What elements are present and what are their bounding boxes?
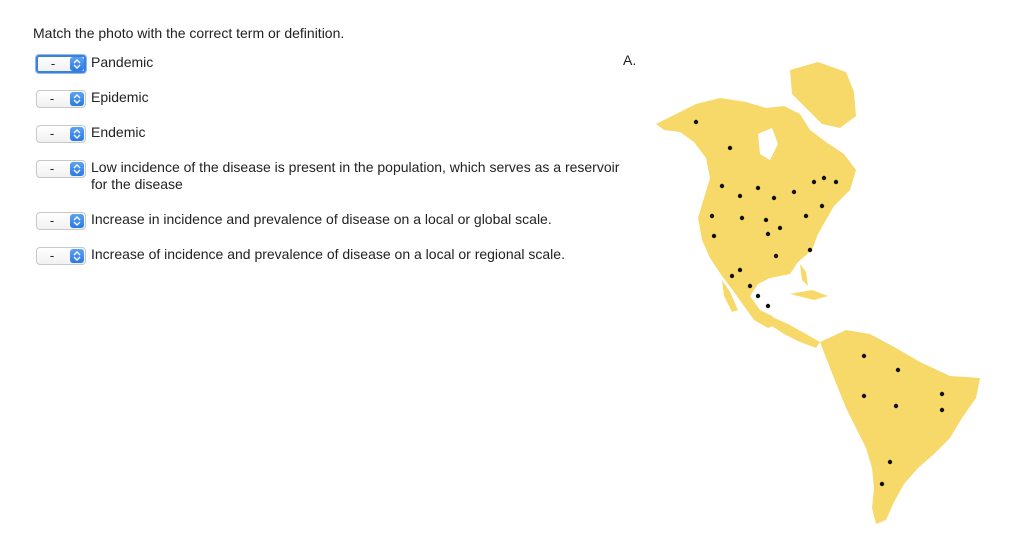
question-prompt: Match the photo with the correct term or definition. <box>33 25 345 41</box>
map-dot <box>730 274 734 278</box>
map-dot <box>738 194 742 198</box>
definition-label: Increase in incidence and prevalence of disease on a local or global scale. <box>91 211 552 227</box>
answer-select-1[interactable] <box>36 55 86 73</box>
map-dot <box>748 284 752 288</box>
definition-label: Increase of incidence and prevalence of disease on a local or regional scale. <box>91 246 565 262</box>
north-america-shape <box>656 98 856 328</box>
matching-item-3 <box>36 124 626 147</box>
map-dot <box>740 216 744 220</box>
answer-select-4[interactable] <box>36 160 86 178</box>
map-dot <box>862 394 866 398</box>
matching-item-2 <box>36 89 626 112</box>
map-dot <box>738 268 742 272</box>
land-masses <box>656 62 980 524</box>
matching-list <box>36 54 626 281</box>
map-dot <box>766 232 770 236</box>
answer-select-6[interactable] <box>36 247 86 265</box>
americas-map-image <box>650 58 990 528</box>
map-dot <box>778 226 782 230</box>
map-dot <box>720 184 724 188</box>
map-dot <box>888 460 892 464</box>
select-value: - <box>49 248 55 263</box>
map-dot <box>756 186 760 190</box>
map-dot <box>822 176 826 180</box>
answer-select-3[interactable] <box>36 125 86 143</box>
matching-item-1 <box>36 54 626 77</box>
definition-label: Low incidence of the disease is present in the population, which serves as a reservoir for the disease <box>91 159 620 192</box>
matching-item-5 <box>36 211 626 234</box>
florida-shape <box>800 264 808 286</box>
up-down-chevron-icon <box>70 162 84 176</box>
select-value: - <box>49 213 55 228</box>
map-dot <box>862 354 866 358</box>
map-dot <box>712 234 716 238</box>
up-down-chevron-icon <box>70 57 84 71</box>
map-dot <box>728 146 732 150</box>
south-america-shape <box>820 330 980 524</box>
select-value: - <box>49 91 55 106</box>
up-down-chevron-icon <box>70 92 84 106</box>
matching-item-6 <box>36 246 626 269</box>
photo-label: A. <box>623 52 637 68</box>
map-dot <box>756 294 760 298</box>
matching-item-4 <box>36 159 626 199</box>
map-dot <box>710 214 714 218</box>
up-down-chevron-icon <box>70 249 84 263</box>
select-value: - <box>49 126 55 141</box>
map-dot <box>774 254 778 258</box>
caribbean-shape <box>790 290 828 300</box>
map-dot <box>764 218 768 222</box>
select-value: - <box>50 56 56 71</box>
select-value: - <box>49 161 55 176</box>
map-dot <box>896 368 900 372</box>
map-dot <box>940 392 944 396</box>
map-dot <box>772 196 776 200</box>
map-dot <box>894 404 898 408</box>
answer-select-5[interactable] <box>36 212 86 230</box>
map-dot <box>834 180 838 184</box>
map-dot <box>812 180 816 184</box>
term-label: Endemic <box>91 124 146 140</box>
map-dot <box>792 190 796 194</box>
up-down-chevron-icon <box>70 214 84 228</box>
map-dot <box>694 120 698 124</box>
answer-select-2[interactable] <box>36 90 86 108</box>
central-america-shape <box>770 316 820 348</box>
map-dot <box>880 482 884 486</box>
map-dot <box>820 204 824 208</box>
up-down-chevron-icon <box>70 127 84 141</box>
map-dot <box>804 214 808 218</box>
map-dot <box>808 248 812 252</box>
term-label: Pandemic <box>91 54 154 70</box>
map-dot <box>940 408 944 412</box>
term-label: Epidemic <box>91 89 149 105</box>
map-dot <box>766 304 770 308</box>
